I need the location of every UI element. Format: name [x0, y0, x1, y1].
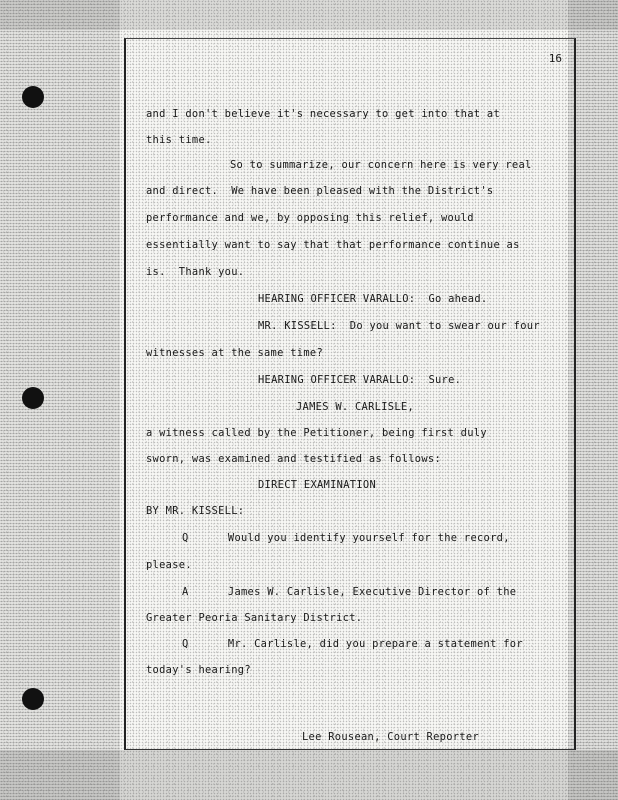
binder-hole-top [22, 86, 44, 108]
transcript-line: A James W. Carlisle, Executive Director of the [182, 586, 517, 598]
transcript-line: please. [146, 559, 192, 571]
scan-noise-bottom-edge [0, 750, 618, 800]
transcript-line: and direct. We have been pleased with the District's [146, 185, 494, 197]
transcript-line: witnesses at the same time? [146, 347, 324, 359]
transcript-line: sworn, was examined and testified as follows: [146, 453, 442, 465]
transcript-line: So to summarize, our concern here is very real [230, 159, 532, 171]
binder-hole-bottom [22, 688, 44, 710]
transcript-line: BY MR. KISSELL: [146, 505, 245, 517]
transcript-line: Q Mr. Carlisle, did you prepare a statement for [182, 638, 523, 650]
page-number: 16 [548, 52, 562, 65]
transcript-line: and I don't believe it's necessary to get into that at [146, 108, 501, 120]
binder-hole-middle [22, 387, 44, 409]
transcript-line: performance and we, by opposing this relief, would [146, 212, 474, 224]
transcript-line: essentially want to say that that performance continue as [146, 239, 520, 251]
transcript-line: Q Would you identify yourself for the record, [182, 532, 510, 544]
transcript-line: MR. KISSELL: Do you want to swear our four [258, 320, 540, 332]
transcript-line: a witness called by the Petitioner, being first duly [146, 427, 487, 439]
transcript-line: this time. [146, 134, 212, 146]
transcript-line: DIRECT EXAMINATION [258, 479, 377, 491]
court-reporter-footer: Lee Rousean, Court Reporter [302, 731, 480, 743]
transcript-line: HEARING OFFICER VARALLO: Sure. [258, 374, 462, 386]
transcript-line: HEARING OFFICER VARALLO: Go ahead. [258, 293, 488, 305]
transcript-line: is. Thank you. [146, 266, 245, 278]
transcript-line: today's hearing? [146, 664, 251, 676]
transcript-line: Greater Peoria Sanitary District. [146, 612, 363, 624]
transcript-line: JAMES W. CARLISLE, [296, 401, 415, 413]
scan-noise-top-edge [0, 0, 618, 30]
scan-noise-left-edge [0, 0, 120, 800]
